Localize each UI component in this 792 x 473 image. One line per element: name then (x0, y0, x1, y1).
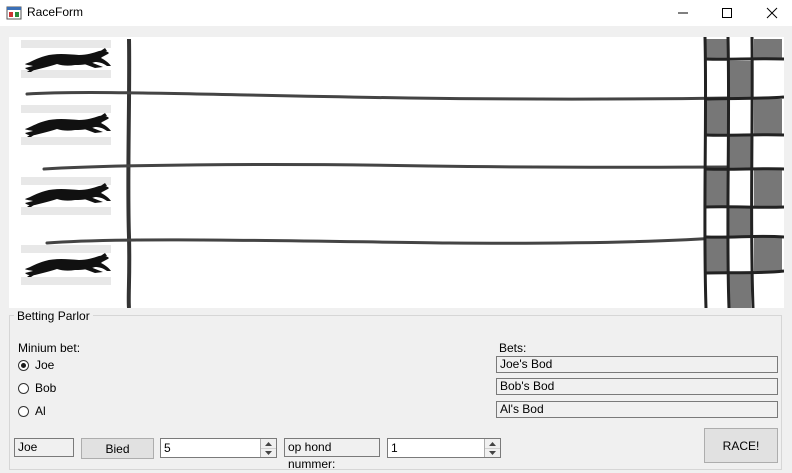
title-bar (0, 0, 792, 26)
close-button[interactable] (749, 0, 792, 26)
arrow-up-icon (489, 442, 496, 446)
selected-bettor-name: Joe (14, 438, 74, 457)
minimize-button[interactable] (660, 0, 706, 26)
maximize-icon (721, 7, 733, 19)
arrow-down-icon (489, 451, 496, 455)
arrow-up-icon (265, 442, 272, 446)
al-bet-description: Al's Bod (496, 401, 778, 418)
race-button[interactable]: RACE! (704, 428, 778, 463)
arrow-down-icon (265, 451, 272, 455)
radio-al-label: Al (35, 404, 46, 418)
greyhound-icon (25, 113, 111, 137)
dog-number-spinner[interactable] (484, 439, 500, 457)
radio-joe-indicator[interactable] (18, 360, 29, 371)
bet-amount-input[interactable] (160, 438, 277, 458)
joe-bet-description: Joe's Bod (496, 356, 778, 373)
bet-amount-down-button[interactable] (261, 448, 276, 457)
greyhound-icon (25, 48, 111, 72)
radio-al[interactable] (18, 404, 46, 418)
bet-amount-spinner[interactable] (260, 439, 276, 457)
bob-bet-description: Bob's Bod (496, 378, 778, 395)
radio-bob[interactable] (18, 381, 56, 395)
maximize-button[interactable] (704, 0, 750, 26)
dog-number-input[interactable] (387, 438, 501, 458)
radio-joe[interactable] (18, 358, 54, 372)
dog-number-value: 1 (391, 441, 398, 455)
bets-label: Bets: (499, 341, 527, 355)
radio-joe-label: Joe (35, 358, 55, 372)
greyhound-icon (25, 253, 111, 277)
radio-bob-indicator[interactable] (18, 383, 29, 394)
start-line (128, 39, 129, 308)
minimum-bet-label: Minium bet: (18, 341, 81, 355)
finish-line (705, 37, 784, 308)
app-icon (6, 5, 22, 21)
close-icon (766, 7, 778, 19)
window-title: RaceForm (27, 5, 84, 19)
greyhound-icon (25, 183, 111, 207)
dog-number-down-button[interactable] (485, 448, 500, 457)
race-track-drawing (9, 37, 784, 308)
race-track (9, 37, 784, 308)
betting-parlor-title: Betting Parlor (14, 309, 93, 323)
radio-al-indicator[interactable] (18, 406, 29, 417)
radio-bob-label: Bob (35, 381, 57, 395)
dog-number-label: op hond nummer: (284, 438, 380, 457)
bet-amount-value: 5 (164, 441, 171, 455)
lane-lines (27, 93, 729, 244)
bid-button[interactable]: Bied (81, 438, 154, 459)
minimize-icon (677, 7, 689, 19)
starting-boxes (21, 40, 111, 285)
